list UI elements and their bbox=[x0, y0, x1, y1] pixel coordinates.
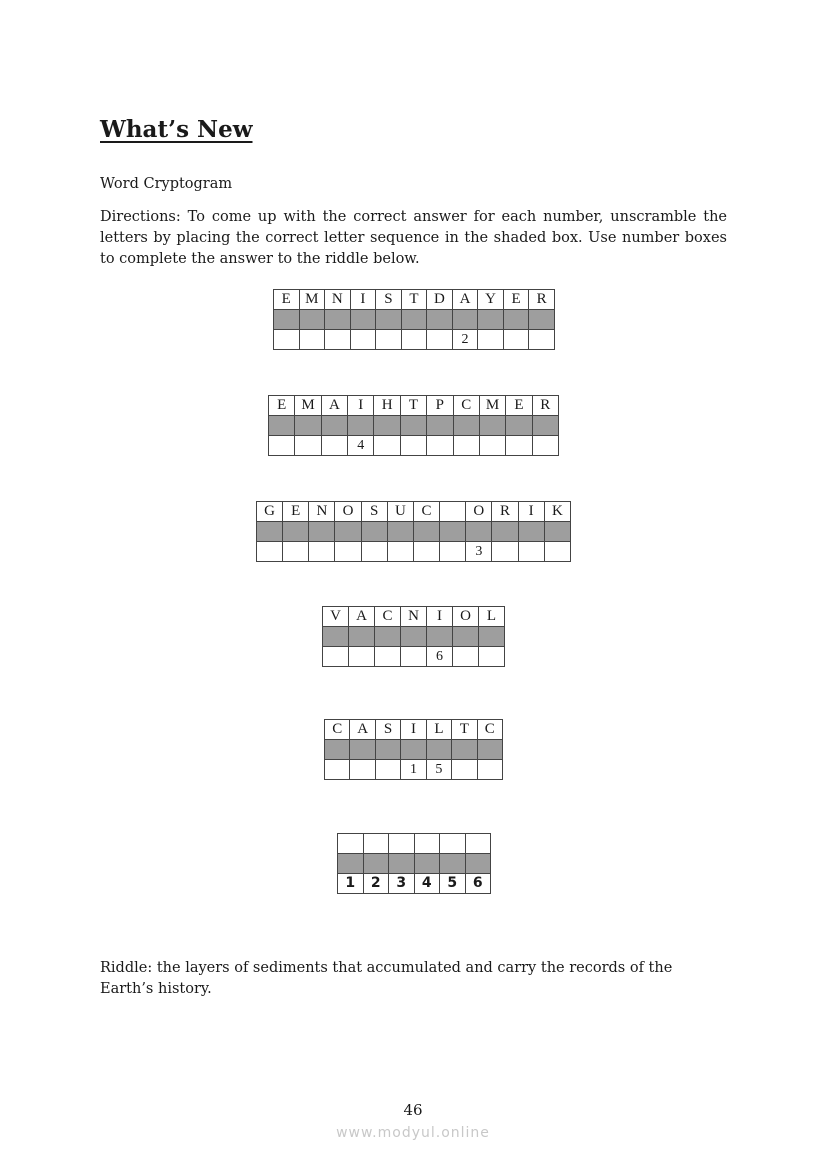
scrambled-letters-row bbox=[257, 502, 571, 522]
letter-cell: L bbox=[479, 607, 505, 627]
answer-cell[interactable] bbox=[427, 627, 453, 647]
directions-text: Directions: To come up with the correct answer for each number, unscramble the letters by placing the correct letter sequence in the shaded box. Use number boxes to complete the answer to the riddle below. bbox=[100, 209, 727, 267]
answer-cell[interactable] bbox=[387, 522, 413, 542]
letter-cell: C bbox=[413, 502, 439, 522]
number-cell bbox=[413, 542, 439, 562]
letter-cell: D bbox=[427, 290, 453, 310]
riddle-number-cell: 2 bbox=[363, 874, 389, 894]
number-cell bbox=[452, 760, 477, 780]
number-cell bbox=[325, 330, 351, 350]
number-cell bbox=[323, 647, 349, 667]
answer-cell[interactable] bbox=[401, 627, 427, 647]
letter-cell: E bbox=[283, 502, 309, 522]
answer-cell[interactable] bbox=[479, 416, 505, 436]
number-cell bbox=[350, 330, 376, 350]
riddle-answer-row bbox=[338, 834, 491, 854]
scrambled-letters-row bbox=[323, 607, 505, 627]
scrambled-letters-row bbox=[269, 396, 559, 416]
riddle-number-cell: 4 bbox=[414, 874, 440, 894]
watermark: www.modyul.online bbox=[336, 1125, 490, 1141]
number-cell bbox=[335, 542, 361, 562]
letter-cell: O bbox=[335, 502, 361, 522]
letter-cell: I bbox=[518, 502, 544, 522]
number-cell bbox=[478, 330, 504, 350]
number-cell bbox=[477, 760, 502, 780]
number-cell bbox=[401, 647, 427, 667]
answer-cell[interactable] bbox=[466, 522, 492, 542]
number-cell bbox=[283, 542, 309, 562]
letter-cell: R bbox=[492, 502, 518, 522]
letter-cell: A bbox=[452, 290, 478, 310]
number-cell bbox=[375, 647, 401, 667]
letter-cell: I bbox=[350, 290, 376, 310]
number-cell: 4 bbox=[348, 436, 374, 456]
letter-cell: C bbox=[477, 720, 502, 740]
answer-cell[interactable] bbox=[376, 310, 402, 330]
letter-cell: E bbox=[269, 396, 295, 416]
answer-cell[interactable] bbox=[426, 740, 451, 760]
answer-cell[interactable] bbox=[309, 522, 335, 542]
number-cell bbox=[387, 542, 413, 562]
letter-cell: K bbox=[544, 502, 570, 522]
answer-cell[interactable] bbox=[427, 310, 453, 330]
number-cell bbox=[321, 436, 347, 456]
number-cell bbox=[440, 542, 466, 562]
riddle-text: Riddle: the layers of sediments that accumulated and carry the records of the Earth’s history. bbox=[100, 960, 673, 997]
answer-cell[interactable] bbox=[452, 740, 477, 760]
answer-cell[interactable] bbox=[452, 310, 478, 330]
answer-cell[interactable] bbox=[338, 854, 364, 874]
answer-cell[interactable] bbox=[374, 416, 400, 436]
answer-cell[interactable] bbox=[299, 310, 325, 330]
number-cell: 6 bbox=[427, 647, 453, 667]
letter-cell: Y bbox=[478, 290, 504, 310]
answer-cell[interactable] bbox=[529, 310, 555, 330]
number-cell: 2 bbox=[452, 330, 478, 350]
answer-cell[interactable] bbox=[401, 310, 427, 330]
answer-cell[interactable] bbox=[518, 522, 544, 542]
answer-cell[interactable] bbox=[479, 627, 505, 647]
riddle-answer-cell[interactable] bbox=[363, 834, 389, 854]
answer-cell[interactable] bbox=[440, 854, 466, 874]
number-cell bbox=[309, 542, 335, 562]
number-cell bbox=[427, 330, 453, 350]
answer-cell[interactable] bbox=[325, 310, 351, 330]
answer-cell[interactable] bbox=[361, 522, 387, 542]
riddle-answer-cell[interactable] bbox=[414, 834, 440, 854]
shaded-answer-row bbox=[257, 522, 571, 542]
number-cell bbox=[453, 436, 479, 456]
shaded-answer-row bbox=[323, 627, 505, 647]
number-cell bbox=[400, 436, 426, 456]
number-cell bbox=[269, 436, 295, 456]
letter-cell: U bbox=[387, 502, 413, 522]
number-cell bbox=[349, 647, 375, 667]
shaded-answer-row bbox=[338, 854, 491, 874]
answer-cell[interactable] bbox=[389, 854, 415, 874]
number-cell: 5 bbox=[426, 760, 451, 780]
answer-cell[interactable] bbox=[325, 740, 350, 760]
riddle-number-cell: 1 bbox=[338, 874, 364, 894]
scrambled-letters-row bbox=[274, 290, 555, 310]
activity-subtitle: Word Cryptogram bbox=[100, 176, 233, 192]
letter-cell: A bbox=[321, 396, 347, 416]
answer-cell[interactable] bbox=[350, 740, 375, 760]
letter-cell: E bbox=[503, 290, 529, 310]
letter-cell: I bbox=[401, 720, 426, 740]
letter-cell: P bbox=[427, 396, 453, 416]
cryptogram-puzzle-1 bbox=[273, 289, 555, 350]
letter-cell: O bbox=[453, 607, 479, 627]
number-cell bbox=[257, 542, 283, 562]
number-cell: 1 bbox=[401, 760, 426, 780]
number-boxes-row bbox=[323, 647, 505, 667]
answer-cell[interactable] bbox=[269, 416, 295, 436]
letter-cell: M bbox=[295, 396, 321, 416]
number-cell bbox=[492, 542, 518, 562]
answer-cell[interactable] bbox=[503, 310, 529, 330]
number-cell bbox=[544, 542, 570, 562]
number-boxes-row bbox=[274, 330, 555, 350]
answer-cell[interactable] bbox=[544, 522, 570, 542]
letter-cell: N bbox=[309, 502, 335, 522]
answer-cell[interactable] bbox=[375, 740, 400, 760]
number-cell bbox=[325, 760, 350, 780]
letter-cell: N bbox=[325, 290, 351, 310]
riddle-answer-cell[interactable] bbox=[389, 834, 415, 854]
answer-cell[interactable] bbox=[440, 522, 466, 542]
riddle-answer-grid bbox=[337, 833, 491, 894]
shaded-answer-row bbox=[274, 310, 555, 330]
answer-cell[interactable] bbox=[453, 416, 479, 436]
letter-cell: S bbox=[361, 502, 387, 522]
riddle-number-cell: 6 bbox=[465, 874, 491, 894]
number-cell bbox=[376, 330, 402, 350]
letter-cell: V bbox=[323, 607, 349, 627]
letter-cell: S bbox=[375, 720, 400, 740]
number-cell bbox=[518, 542, 544, 562]
letter-cell: C bbox=[453, 396, 479, 416]
cryptogram-puzzle-2 bbox=[268, 395, 559, 456]
letter-cell: M bbox=[299, 290, 325, 310]
letter-cell: I bbox=[427, 607, 453, 627]
riddle-number-row bbox=[338, 874, 491, 894]
answer-cell[interactable] bbox=[477, 740, 502, 760]
answer-cell[interactable] bbox=[506, 416, 532, 436]
number-cell bbox=[374, 436, 400, 456]
letter-cell: H bbox=[374, 396, 400, 416]
answer-cell[interactable] bbox=[323, 627, 349, 647]
letter-cell: M bbox=[479, 396, 505, 416]
cryptogram-puzzle-4 bbox=[322, 606, 505, 667]
number-boxes-row bbox=[325, 760, 503, 780]
number-cell bbox=[375, 760, 400, 780]
number-cell bbox=[274, 330, 300, 350]
letter-cell: G bbox=[257, 502, 283, 522]
number-cell: 3 bbox=[466, 542, 492, 562]
answer-cell[interactable] bbox=[401, 740, 426, 760]
answer-cell[interactable] bbox=[375, 627, 401, 647]
answer-cell[interactable] bbox=[453, 627, 479, 647]
number-cell bbox=[506, 436, 532, 456]
answer-cell[interactable] bbox=[363, 854, 389, 874]
letter-cell: A bbox=[349, 607, 375, 627]
answer-cell[interactable] bbox=[295, 416, 321, 436]
riddle-number-cell: 5 bbox=[440, 874, 466, 894]
cryptogram-puzzle-5 bbox=[324, 719, 503, 780]
riddle-number-cell: 3 bbox=[389, 874, 415, 894]
answer-cell[interactable] bbox=[335, 522, 361, 542]
answer-cell[interactable] bbox=[427, 416, 453, 436]
letter-cell: N bbox=[401, 607, 427, 627]
answer-cell[interactable] bbox=[274, 310, 300, 330]
number-boxes-row bbox=[257, 542, 571, 562]
answer-cell[interactable] bbox=[478, 310, 504, 330]
number-cell bbox=[427, 436, 453, 456]
number-cell bbox=[295, 436, 321, 456]
answer-cell[interactable] bbox=[465, 854, 491, 874]
letter-cell: S bbox=[376, 290, 402, 310]
cryptogram-puzzle-3 bbox=[256, 501, 571, 562]
riddle-answer-cell[interactable] bbox=[465, 834, 491, 854]
answer-cell[interactable] bbox=[532, 416, 558, 436]
letter-cell: T bbox=[452, 720, 477, 740]
letter-cell: O bbox=[466, 502, 492, 522]
answer-cell[interactable] bbox=[349, 627, 375, 647]
letter-cell: I bbox=[348, 396, 374, 416]
number-cell bbox=[503, 330, 529, 350]
letter-cell bbox=[440, 502, 466, 522]
number-cell bbox=[299, 330, 325, 350]
answer-cell[interactable] bbox=[348, 416, 374, 436]
number-cell bbox=[532, 436, 558, 456]
answer-cell[interactable] bbox=[413, 522, 439, 542]
riddle-answer-cell[interactable] bbox=[338, 834, 364, 854]
letter-cell: T bbox=[400, 396, 426, 416]
letter-cell: E bbox=[274, 290, 300, 310]
riddle-answer-cell[interactable] bbox=[440, 834, 466, 854]
letter-cell: C bbox=[375, 607, 401, 627]
answer-cell[interactable] bbox=[400, 416, 426, 436]
page-number: 46 bbox=[403, 1101, 423, 1119]
scrambled-letters-row bbox=[325, 720, 503, 740]
letter-cell: L bbox=[426, 720, 451, 740]
letter-cell: A bbox=[350, 720, 375, 740]
number-cell bbox=[529, 330, 555, 350]
letter-cell: E bbox=[506, 396, 532, 416]
answer-cell[interactable] bbox=[414, 854, 440, 874]
answer-cell[interactable] bbox=[492, 522, 518, 542]
number-cell bbox=[479, 647, 505, 667]
number-cell bbox=[479, 436, 505, 456]
number-boxes-row bbox=[269, 436, 559, 456]
answer-cell[interactable] bbox=[257, 522, 283, 542]
number-cell bbox=[350, 760, 375, 780]
answer-cell[interactable] bbox=[350, 310, 376, 330]
number-cell bbox=[453, 647, 479, 667]
shaded-answer-row bbox=[269, 416, 559, 436]
page-title: What’s New bbox=[100, 116, 253, 143]
number-cell bbox=[361, 542, 387, 562]
letter-cell: T bbox=[401, 290, 427, 310]
answer-cell[interactable] bbox=[321, 416, 347, 436]
shaded-answer-row bbox=[325, 740, 503, 760]
answer-cell[interactable] bbox=[283, 522, 309, 542]
number-cell bbox=[401, 330, 427, 350]
letter-cell: C bbox=[325, 720, 350, 740]
letter-cell: R bbox=[529, 290, 555, 310]
letter-cell: R bbox=[532, 396, 558, 416]
